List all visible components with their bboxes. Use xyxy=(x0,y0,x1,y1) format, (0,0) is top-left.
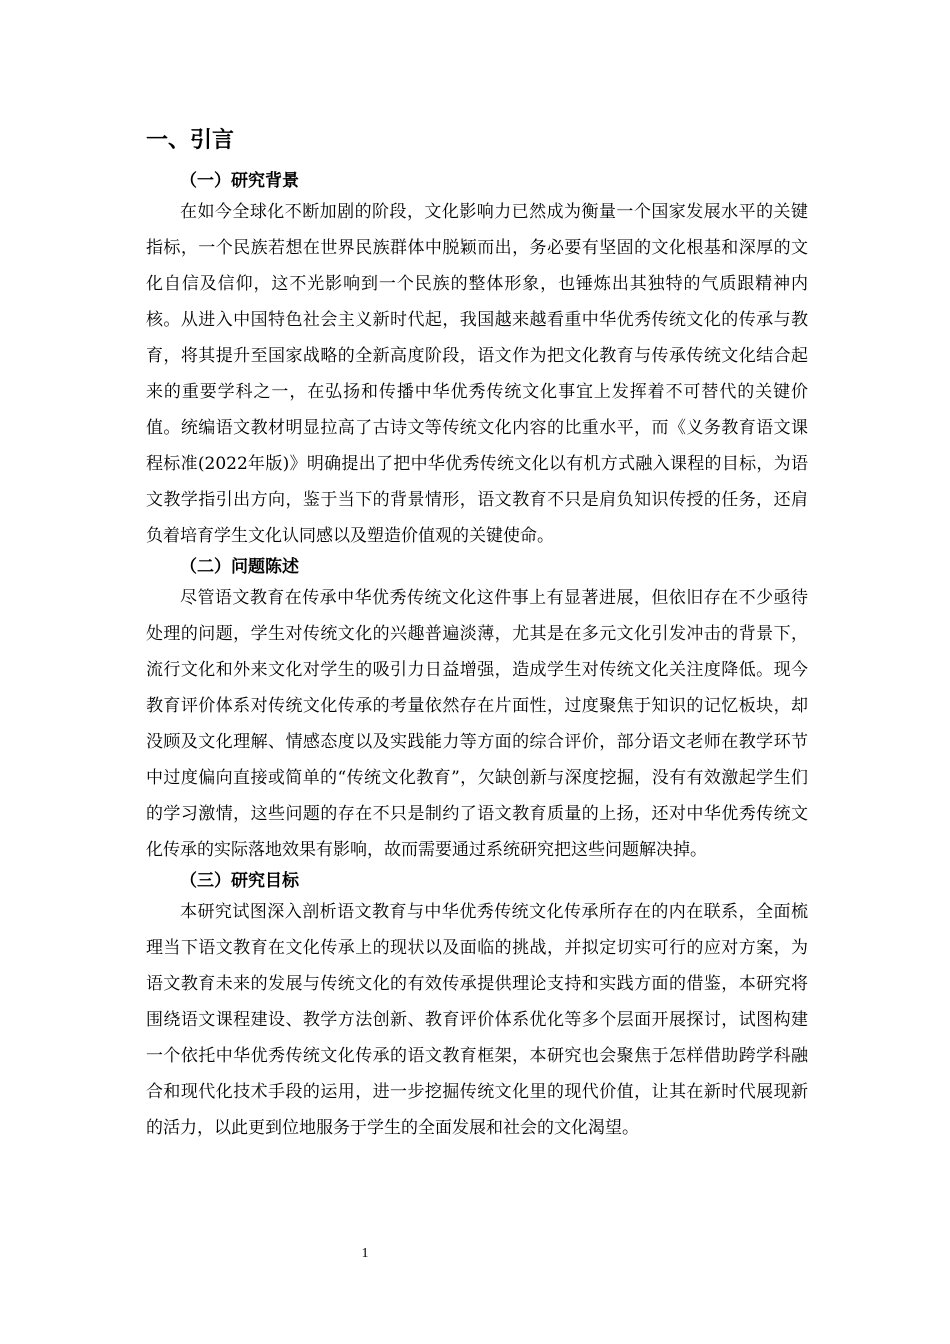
section-heading-objective: （三）研究目标 xyxy=(180,871,299,891)
section-paragraph-objective: 本研究试图深入剖析语文教育与中华优秀传统文化传承所存在的内在联系，全面梳理当下语文教育在文化传承上的现状以及面临的挑战，并拟定切实可行的应对方案，为语文教育未来的发展与传统文化的有效传承提供理论支持和实践方面的借鉴，本研究将围绕语文课程建设、教学方法创新、教育评价体系优化等多个层面开展探讨，试图构建一个依托中华优秀传统文化传承的语文教育框架，本研究也会聚焦于怎样借助跨学科融合和现代化技术手段的运用，进一步挖掘传统文化里的现代价值，让其在新时代展现新的活力，以此更到位地服务于学生的全面发展和社会的文化渴望。 xyxy=(146,902,808,1138)
section-heading-problem: （二）问题陈述 xyxy=(180,557,299,577)
section-paragraph-background: 在如今全球化不断加剧的阶段，文化影响力已然成为衡量一个国家发展水平的关键指标，一个民族若想在世界民族群体中脱颖而出，务必要有坚固的文化根基和深厚的文化自信及信仰，这不光影响到一个民族的整体形象，也锤炼出其独特的气质跟精神内核。从进入中国特色社会主义新时代起，我国越来越看重中华优秀传统文化的传承与教育，将其提升至国家战略的全新高度阶段，语文作为把文化教育与传承传统文化结合起来的重要学科之一，在弘扬和传播中华优秀传统文化事宜上发挥着不可替代的关键价值。统编语文教材明显拉高了古诗文等传统文化内容的比重水平，而《义务教育语文课程标准(2022年版)》明确提出了把中华优秀传统文化以有机方式融入课程的目标，为语文教学指引出方向，鉴于当下的背景情形，语文教育不只是肩负知识传授的任务，还肩负着培育学生文化认同感以及塑造价值观的关键使命。 xyxy=(146,202,808,546)
document-body xyxy=(146,124,808,1146)
section-paragraph-problem: 尽管语文教育在传承中华优秀传统文化这件事上有显著进展，但依旧存在不少亟待处理的问题，学生对传统文化的兴趣普遍淡薄，尤其是在多元文化引发冲击的背景下，流行文化和外来文化对学生的吸引力日益增强，造成学生对传统文化关注度降低。现今教育评价体系对传统文化传承的考量依然存在片面性，过度聚焦于知识的记忆板块，却没顾及文化理解、情感态度以及实践能力等方面的综合评价，部分语文老师在教学环节中过度偏向直接或简单的“传统文化教育”，欠缺创新与深度挖掘，没有有效激起学生们的学习激情，这些问题的存在不只是制约了语文教育质量的上扬，还对中华优秀传统文化传承的实际落地效果有影响，故而需要通过系统研究把这些问题解决掉。 xyxy=(146,588,808,860)
section-heading-background: （一）研究背景 xyxy=(180,171,299,191)
chapter-heading: 一、引言 xyxy=(146,128,235,153)
page-number: 1 xyxy=(361,1246,369,1261)
